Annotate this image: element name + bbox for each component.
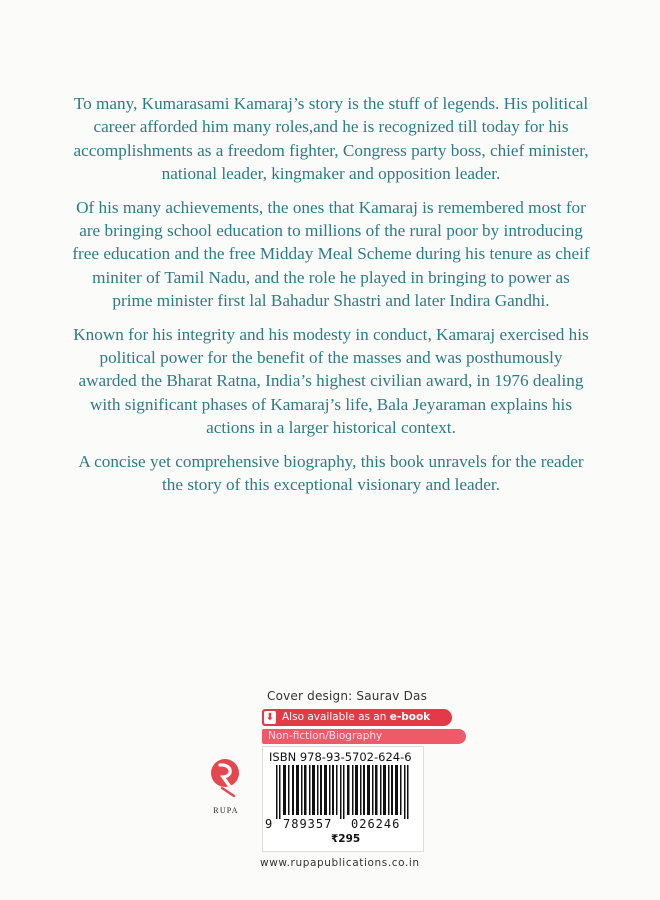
download-icon: ⬇ [265,712,275,723]
genre-text: Non-fiction/Biography [268,730,383,742]
publisher-name: RUPA [213,806,239,815]
blurb-paragraph-3: Known for his integrity and his modesty in conduct, Kamaraj exercised his political power for the benefit of the masses and was posthumously awarded the Bharat Ratna, India’s highest civilian award, in 1976 dealing with significant phases of Kamaraj’s life, Bala Jeyaraman explains his actions in a larger historical context. [73,324,589,438]
genre-label [262,729,466,744]
price-label: ₹295 [331,833,361,845]
barcode-icon [268,765,418,819]
publisher-website: www.rupapublications.co.in [260,857,420,869]
blurb-paragraph-4: A concise yet comprehensive biography, this book unravels for the reader the story of this exceptional visionary and leader. [78,451,584,495]
rupa-logo-icon [210,758,240,798]
barcode-digit-first: 9 [265,817,273,831]
barcode-panel [262,746,424,852]
barcode-digits-left: 789357 [283,817,333,831]
back-cover-blurb [70,92,592,507]
ebook-badge-text: Also available as an e-book [282,711,431,723]
blurb-paragraph-2: Of his many achievements, the ones that Kamaraj is remembered most for are bringing school education to millions of the rural poor by introducing free education and the free Midday Meal Scheme during his tenure as cheif miniter of Tamil Nadu, and the role he played in bringing to power as prime minister first lal Bahadur Shastri and later Indira Gandhi. [72,197,590,311]
barcode-digits-right: 026246 [351,817,401,831]
isbn-text: ISBN 978-93-5702-624-6 [269,750,412,764]
ebook-emphasis: e-book [389,711,431,723]
cover-design-credit: Cover design: Saurav Das [267,689,428,703]
blurb-paragraph-1: To many, Kumarasami Kamaraj’s story is the stuff of legends. His political career afforded him many roles,and he is recognized till today for his accomplishments as a freedom fighter, Congress party boss, chief minister, national leader, kingmaker and opposition leader. [73,94,589,184]
ebook-badge [262,709,452,726]
